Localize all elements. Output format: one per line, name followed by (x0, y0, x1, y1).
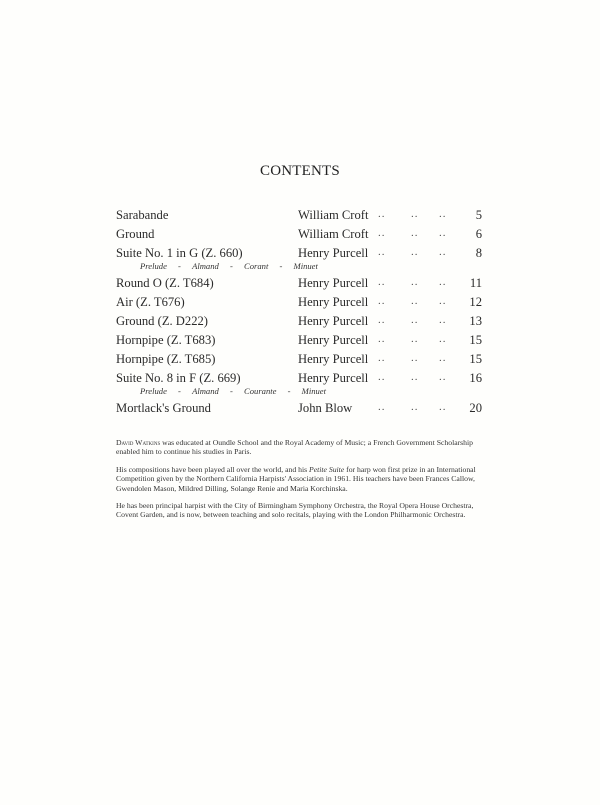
dot-leader: .. (378, 208, 386, 220)
toc-title: Sarabande (116, 208, 169, 222)
dot-leader: .. (439, 401, 447, 413)
dot-leader: .. (439, 208, 447, 220)
toc-page-number: 6 (475, 227, 482, 241)
toc-entry[interactable] (116, 244, 484, 274)
toc-entry[interactable] (116, 399, 484, 418)
toc-title: Air (Z. T676) (116, 295, 185, 309)
bio-text: His compositions have been played all over the world, and his (116, 464, 309, 474)
bio-paragraph (116, 465, 488, 493)
dot-leader: .. (439, 333, 447, 345)
movement: Almand (192, 261, 219, 271)
toc-composer: Henry Purcell (298, 333, 369, 347)
movement-separator: - (178, 386, 181, 396)
movement: Almand (192, 386, 219, 396)
toc-composer: William Croft (298, 208, 369, 222)
dot-leader: .. (378, 246, 386, 258)
toc-entry[interactable] (116, 274, 484, 293)
movement: Courante (244, 386, 277, 396)
dot-leader: .. (411, 333, 419, 345)
movement-list (140, 260, 318, 272)
toc-composer: Henry Purcell (298, 276, 369, 290)
toc-composer: Henry Purcell (298, 371, 369, 385)
bio-text: for harp won first prize in an International Competition given by the Northern California Harpists' Association in 1961. His teachers have been Frances Callow, Gwendolen Mason, Mildred Dilling, Solange Renie and Maria Korchinska. (116, 464, 476, 493)
dot-leader: .. (411, 208, 419, 220)
movement-separator: - (279, 261, 283, 271)
dot-leader: .. (378, 333, 386, 345)
toc-title: Round O (Z. T684) (116, 276, 214, 290)
movement: Prelude (140, 261, 167, 271)
toc-page-number: 11 (469, 276, 482, 290)
toc-page-number: 20 (469, 401, 482, 415)
bio-work-title: Petite Suite (309, 464, 345, 474)
dot-leader: .. (378, 314, 386, 326)
toc-title: Suite No. 1 in G (Z. 660) (116, 246, 243, 260)
dot-leader: .. (411, 371, 419, 383)
dot-leader: .. (411, 314, 419, 326)
dot-leader: .. (378, 276, 386, 288)
toc-page-number: 15 (469, 333, 482, 347)
dot-leader: .. (411, 227, 419, 239)
biography (116, 438, 488, 528)
toc-page-number: 13 (469, 314, 482, 328)
toc-composer: William Croft (298, 227, 369, 241)
dot-leader: .. (439, 371, 447, 383)
movement: Minuet (301, 386, 326, 396)
toc-entry[interactable] (116, 225, 484, 244)
toc-page-number: 5 (475, 208, 482, 222)
dot-leader: .. (411, 401, 419, 413)
toc-page-number: 8 (475, 246, 482, 260)
toc-entry[interactable] (116, 206, 484, 225)
toc-page-number: 15 (469, 352, 482, 366)
bio-text: was educated at Oundle School and the Royal Academy of Music; a French Government Scholarship enabled him to continue his studies in Paris. (116, 438, 473, 457)
toc-composer: John Blow (298, 401, 353, 415)
dot-leader: .. (378, 401, 386, 413)
dot-leader: .. (378, 352, 386, 364)
movement-separator: - (178, 261, 181, 271)
toc-page-number: 16 (469, 371, 482, 385)
toc-composer: Henry Purcell (298, 352, 369, 366)
toc-entry[interactable] (116, 369, 484, 399)
toc-title: Suite No. 8 in F (Z. 669) (116, 371, 241, 385)
table-of-contents (116, 206, 484, 418)
toc-composer: Henry Purcell (298, 295, 369, 309)
toc-page-number: 12 (469, 295, 482, 309)
dot-leader: .. (378, 371, 386, 383)
dot-leader: .. (378, 295, 386, 307)
dot-leader: .. (411, 352, 419, 364)
dot-leader: .. (439, 314, 447, 326)
bio-paragraph (116, 438, 488, 457)
movement-separator: - (287, 386, 291, 396)
movement: Minuet (293, 261, 318, 271)
dot-leader: .. (439, 295, 447, 307)
dot-leader: .. (411, 295, 419, 307)
toc-title: Mortlack's Ground (116, 401, 211, 415)
toc-title: Hornpipe (Z. T685) (116, 352, 216, 366)
toc-title: Hornpipe (Z. T683) (116, 333, 216, 347)
movement: Corant (244, 261, 269, 271)
toc-composer: Henry Purcell (298, 246, 369, 260)
dot-leader: .. (439, 227, 447, 239)
movement-separator: - (229, 386, 233, 396)
toc-entry[interactable] (116, 312, 484, 331)
dot-leader: .. (411, 276, 419, 288)
dot-leader: .. (439, 276, 447, 288)
movement: Prelude (140, 386, 167, 396)
dot-leader: .. (378, 227, 386, 239)
movement-separator: - (229, 261, 233, 271)
movement-list (140, 385, 326, 397)
bio-paragraph: He has been principal harpist with the City of Birmingham Symphony Orchestra, the Royal Opera House Orchestra, Covent Garden, and is now, between teaching and solo recitals, playing with the London Philharmonic Orchestra. (116, 501, 474, 520)
dot-leader: .. (439, 246, 447, 258)
dot-leader: .. (439, 352, 447, 364)
bio-name: David Watkins (116, 438, 161, 447)
toc-title: Ground (116, 227, 155, 241)
toc-entry[interactable] (116, 293, 484, 312)
toc-composer: Henry Purcell (298, 314, 369, 328)
page-title: CONTENTS (260, 163, 340, 179)
toc-entry[interactable] (116, 350, 484, 369)
dot-leader: .. (411, 246, 419, 258)
toc-title: Ground (Z. D222) (116, 314, 208, 328)
toc-entry[interactable] (116, 331, 484, 350)
